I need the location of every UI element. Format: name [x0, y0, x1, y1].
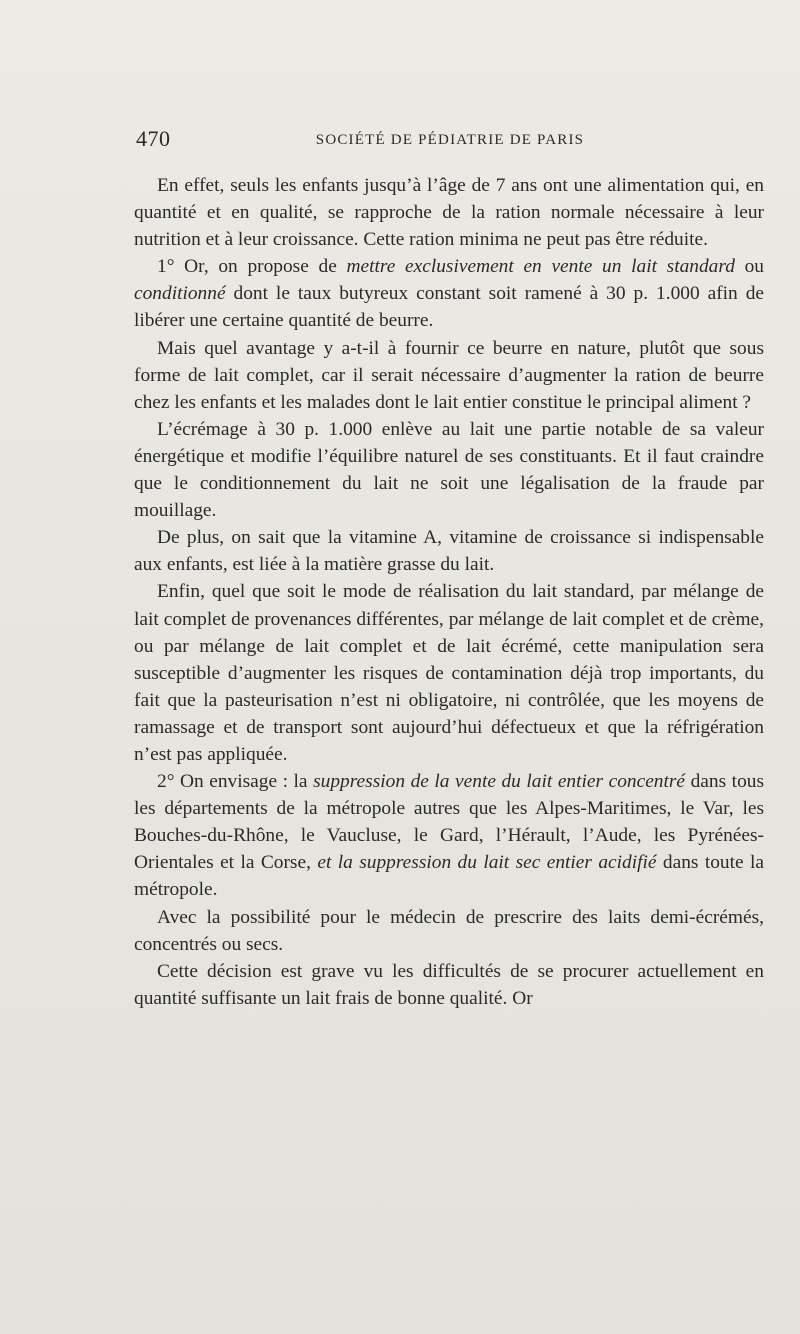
- italic-text: et la suppression du lait sec entier acidifié: [317, 852, 657, 874]
- italic-text: suppression de la vente du lait entier concentré: [313, 771, 686, 793]
- text-run: L’écrémage à 30 p. 1.000 enlève au lait une partie notable de sa valeur énergétique et modifie l’équilibre naturel de ses constituants. Et il faut craindre que le conditionnement du lait ne soit une légalisation de la fraude par mouillage.: [134, 418, 764, 522]
- italic-text: mettre exclusivement en vente un lait standard: [346, 256, 735, 278]
- paragraph: [134, 335, 764, 416]
- italic-text: conditionné: [134, 283, 226, 305]
- page-header: [134, 126, 666, 156]
- text-run: dans tous les départements de la métropole autres que les Alpes-Maritimes, le Var, les Bouches-du-Rhône, le Vaucluse, le Gard, l’Hérault, l’Aude, les Pyrénées-Orientales et la Corse,: [134, 771, 765, 874]
- text-run: 2° On envisage : la: [157, 771, 314, 793]
- paragraph: [134, 904, 764, 958]
- paragraph: [134, 524, 764, 578]
- paragraph: [134, 172, 764, 253]
- text-run: En effet, seuls les enfants jusqu’à l’âge de 7 ans ont une alimentation qui, en quantité et en qualité, se rapproche de la ration normale nécessaire à leur nutrition et à leur croissance. Cette ration minima ne peut pas être réduite.: [134, 175, 764, 251]
- text-run: Cette décision est grave vu les difficultés de se procurer actuellement en quantité suffisante un lait frais de bonne qualité. Or: [134, 960, 764, 1009]
- page-number: 470: [136, 126, 171, 151]
- body-text: [134, 172, 764, 1012]
- text-run: 1° Or, on propose de: [157, 256, 347, 278]
- paragraph: [134, 768, 764, 903]
- paragraph: [134, 578, 764, 768]
- text-run: De plus, on sait que la vitamine A, vitamine de croissance si indispensable aux enfants, est liée à la matière grasse du lait.: [134, 527, 764, 576]
- paragraph: [134, 253, 764, 334]
- text-run: ou: [734, 256, 764, 278]
- text-run: dans toute la métropole.: [134, 852, 764, 901]
- running-head: SOCIÉTÉ DE PÉDIATRIE DE PARIS: [315, 132, 585, 148]
- text-run: Enfin, quel que soit le mode de réalisation du lait standard, par mélange de lait complet de provenances différentes, par mélange de lait complet et de crème, ou par mélange de lait complet et de lait écrémé, cette manipulation sera susceptible d’augmenter les risques de contamination déjà trop importants, du fait que la pasteurisation n’est ni obligatoire, ni contrôlée, que les moyens de ramassage et de transport sont aujourd’hui défectueux et que la réfrigération n’est pas appliquée.: [134, 581, 764, 765]
- text-run: Mais quel avantage y a-t-il à fournir ce beurre en nature, plutôt que sous forme de lait complet, car il serait nécessaire d’augmenter la ration de beurre chez les enfants et les malades dont le lait entier constitue le principal aliment ?: [134, 337, 764, 413]
- paragraph: [134, 416, 764, 524]
- paragraph: [134, 958, 764, 1012]
- text-run: Avec la possibilité pour le médecin de prescrire des laits demi-écrémés, concentrés ou secs.: [134, 906, 764, 955]
- text-run: dont le taux butyreux constant soit ramené à 30 p. 1.000 afin de libérer une certaine quantité de beurre.: [134, 283, 764, 332]
